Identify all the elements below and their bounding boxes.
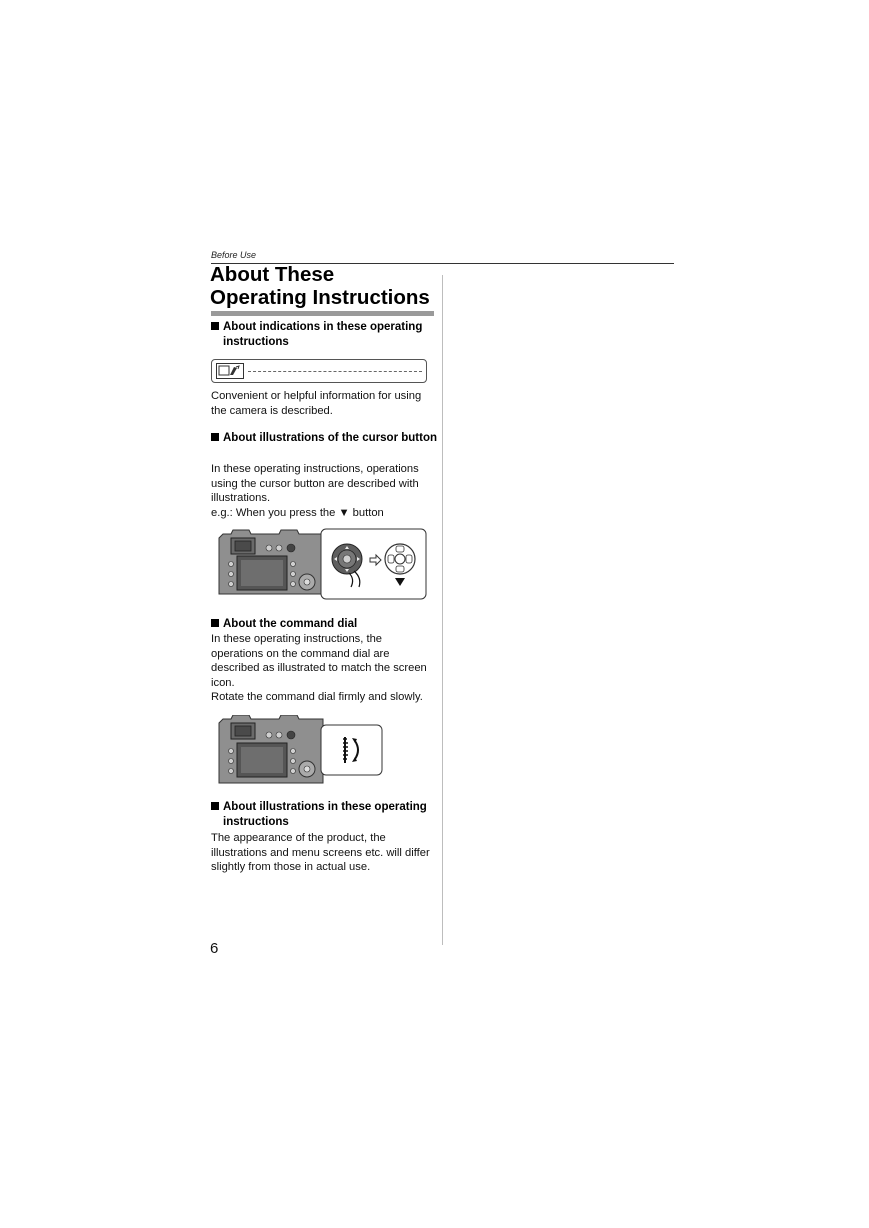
page-number: 6 — [210, 940, 219, 957]
down-arrow-glyph: ▼ — [338, 506, 350, 519]
section-heading-indications: About indications in these operating instructions — [211, 320, 448, 350]
note-indicator-box — [211, 359, 427, 383]
title-underline-bar — [211, 311, 434, 316]
page-title-line-2: Operating Instructions — [210, 286, 430, 309]
page-title-line-1: About These — [210, 263, 335, 286]
square-bullet-icon — [211, 322, 219, 330]
command-dial-illustration — [211, 715, 386, 787]
square-bullet-icon — [211, 619, 219, 627]
section-label: Before Use — [211, 250, 257, 260]
camera-back-icon — [219, 715, 323, 783]
section-heading-illustrations: About illustrations in these operating instructions — [211, 800, 448, 830]
section-heading-cursor-button: About illustrations of the cursor button — [211, 431, 448, 446]
note-hand-icon — [216, 363, 244, 379]
example-prefix: e.g.: When you press the — [211, 506, 339, 519]
section-heading-command-dial: About the command dial — [211, 617, 448, 632]
zoom-callout — [321, 725, 382, 775]
indications-body: Convenient or helpful information for using the camera is described. — [211, 390, 422, 417]
cursor-button-body: In these operating instructions, operations using the cursor button are described with illustrations. e.g.: When you press the ▼ button — [211, 463, 419, 519]
command-dial-body: In these operating instructions, the operations on the command dial are described as illustrated to match the screen icon. Rotate the command dial firmly and slowly. — [211, 633, 427, 704]
cursor-button-illustration — [211, 528, 427, 600]
camera-back-icon — [219, 530, 323, 594]
note-dashed-line — [248, 371, 422, 372]
zoom-callout — [321, 529, 426, 599]
example-suffix: button — [349, 506, 384, 519]
illustrations-body: The appearance of the product, the illustrations and menu screens etc. will differ slightly from those in actual use. — [211, 832, 430, 874]
column-divider — [442, 275, 443, 945]
square-bullet-icon — [211, 433, 219, 441]
page-title — [210, 263, 442, 309]
square-bullet-icon — [211, 802, 219, 810]
